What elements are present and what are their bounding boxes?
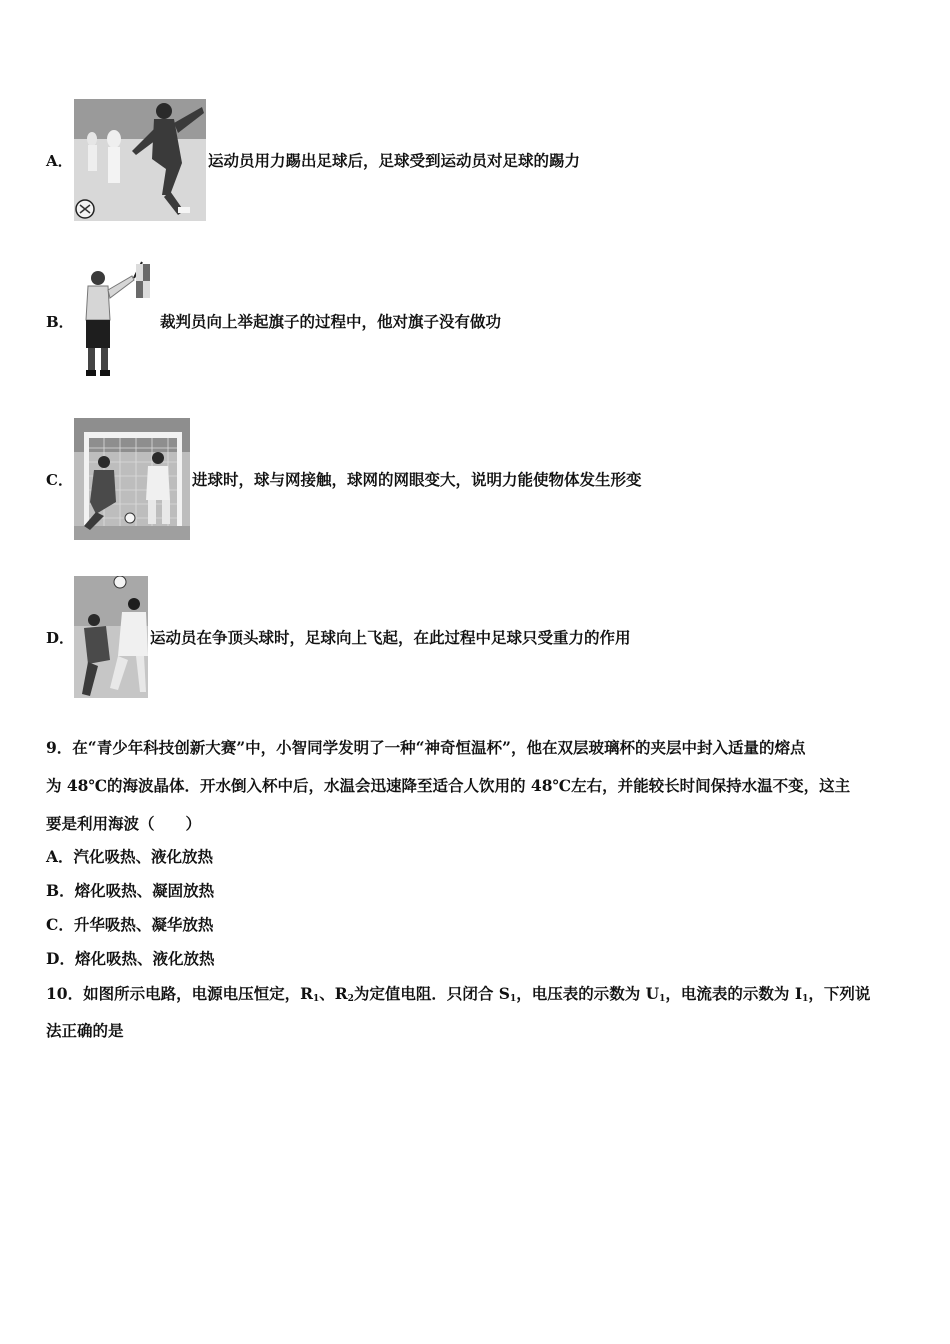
q10-text-1: 10．如图所示电路，电源电压恒定，R <box>46 984 313 1003</box>
q9-option-a: A．汽化吸热、液化放热 <box>46 847 214 866</box>
option-a-letter: A． <box>46 151 73 170</box>
option-d-text: 运动员在争顶头球时，足球向上飞起，在此过程中足球只受重力的作用 <box>150 628 631 647</box>
q10-sub-3: 1 <box>509 994 517 1004</box>
q10-line-2: 法正确的是 <box>46 1021 124 1040</box>
option-c-text: 进球时，球与网接触，球网的网眼变大，说明力能使物体发生形变 <box>192 470 642 489</box>
option-c-letter: C． <box>46 470 73 489</box>
option-d <box>46 576 631 698</box>
q9-line-2: 为 48℃的海波晶体．开水倒入杯中后，水温会迅速降至适合人饮用的 48℃左右，并能较长时间保持水温不变，这主 <box>46 776 851 795</box>
q9-option-b: B．熔化吸热、凝固放热 <box>46 881 215 900</box>
q10-text-4: ，电压表的示数为 U <box>516 984 660 1003</box>
q10-sub-4: 1 <box>659 994 666 1004</box>
q10-sub-2: 2 <box>347 994 354 1004</box>
q10-sub-1: 1 <box>312 994 320 1004</box>
goal-net-photo <box>74 418 190 540</box>
q9-option-d: D．熔化吸热、液化放热 <box>46 949 215 968</box>
q9-option-c: C．升华吸热、凝华放热 <box>46 915 214 934</box>
referee-flag-photo <box>74 260 156 382</box>
q10-sub-5: 1 <box>802 994 809 1004</box>
q10-text-6: ，下列说 <box>808 984 871 1003</box>
q9-line-3: 要是利用海波（ ） <box>46 814 202 833</box>
option-a-text: 运动员用力踢出足球后，足球受到运动员对足球的踢力 <box>208 151 581 170</box>
q10-text-2: 、R <box>319 984 348 1003</box>
header-duel-photo <box>74 576 148 698</box>
q10-line-1 <box>46 982 870 1004</box>
q10-text-5: ，电流表的示数为 I <box>665 984 803 1003</box>
option-d-letter: D． <box>46 628 75 647</box>
soccer-kick-photo <box>74 99 206 221</box>
q10-text-3: 为定值电阻．只闭合 S <box>353 984 510 1003</box>
option-a <box>46 99 580 221</box>
q9-line-1: 9．在“青少年科技创新大赛”中，小智同学发明了一种“神奇恒温杯”，他在双层玻璃杯的夹层中封入适量的熔点 <box>46 738 806 757</box>
option-c <box>46 418 642 540</box>
option-b-letter: B． <box>46 312 74 331</box>
option-b-text: 裁判员向上举起旗子的过程中，他对旗子没有做功 <box>160 312 502 331</box>
option-b <box>46 260 501 382</box>
